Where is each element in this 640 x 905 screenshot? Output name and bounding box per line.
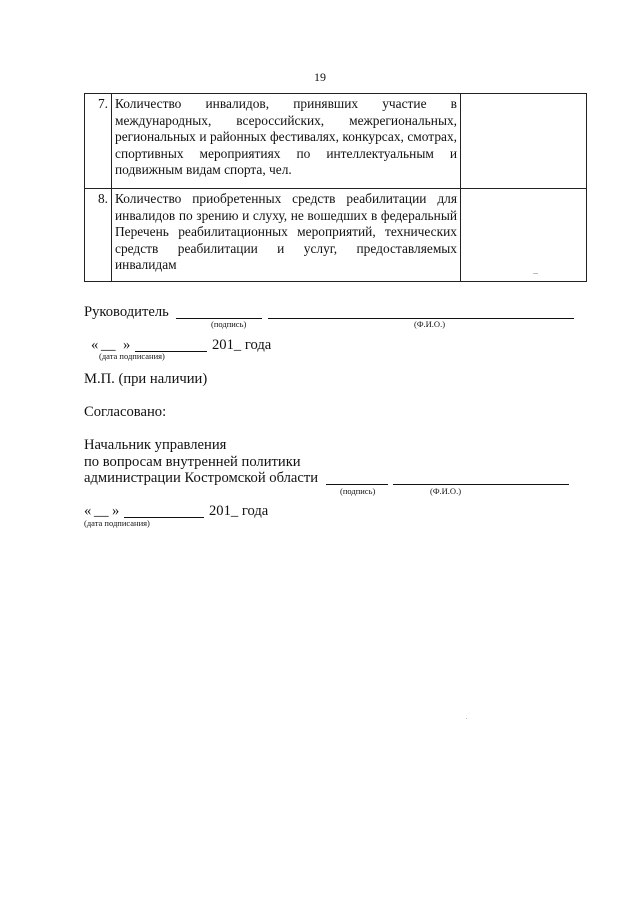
date-caption: (дата подписания) [84,518,150,528]
row-description: Количество инвалидов, принявших участие в международных, всероссийских, межрегиональных, региональных и районных фестивалях, конкурсах, смотрах, спортивных мероприятиях по интеллектуальным и подвижным видам спорта, чел. [112,94,461,189]
stamp-text: М.П. (при наличии) [84,371,208,387]
date-quote-close: » [123,337,131,353]
date-day: __ [94,503,109,519]
official-title-line3: администрации Костромской области [84,470,319,486]
date-quote-open: « [84,503,92,519]
date-day: __ [101,337,116,353]
signature-caption: (подпись) [340,486,376,496]
date-quote-close: » [112,503,120,519]
name-line [393,484,569,485]
official-title-line1: Начальник управления [84,437,227,453]
official-title-line2: по вопросам внутренней политики [84,454,301,470]
signature-line [326,484,388,485]
head-label: Руководитель [84,304,169,320]
date-caption: (дата подписания) [99,351,165,361]
page-number: 19 [314,70,326,84]
indicators-table [84,93,587,282]
row-description: Количество приобретенных средств реабилитации для инвалидов по зрению и слуху, не вошедших в федеральный Перечень реабилитационных мероприятий, технических средств реабилитации и услуг, предоставляемых инвалидам [112,189,461,282]
date-quote-open: « [91,337,99,353]
agreed-label: Согласовано: [84,404,167,420]
row-number: 8. [85,189,112,282]
row-number: 7. [85,94,112,189]
scan-speck [466,718,467,719]
name-caption: (Ф.И.О.) [414,319,446,329]
signature-caption: (подпись) [211,319,247,329]
scan-speck [533,273,538,274]
date-year: 201_ года [212,337,272,353]
row-value [461,189,587,282]
table-row [85,94,587,189]
name-caption: (Ф.И.О.) [430,486,462,496]
date-year: 201_ года [209,503,269,519]
table-row [85,189,587,282]
row-value [461,94,587,189]
